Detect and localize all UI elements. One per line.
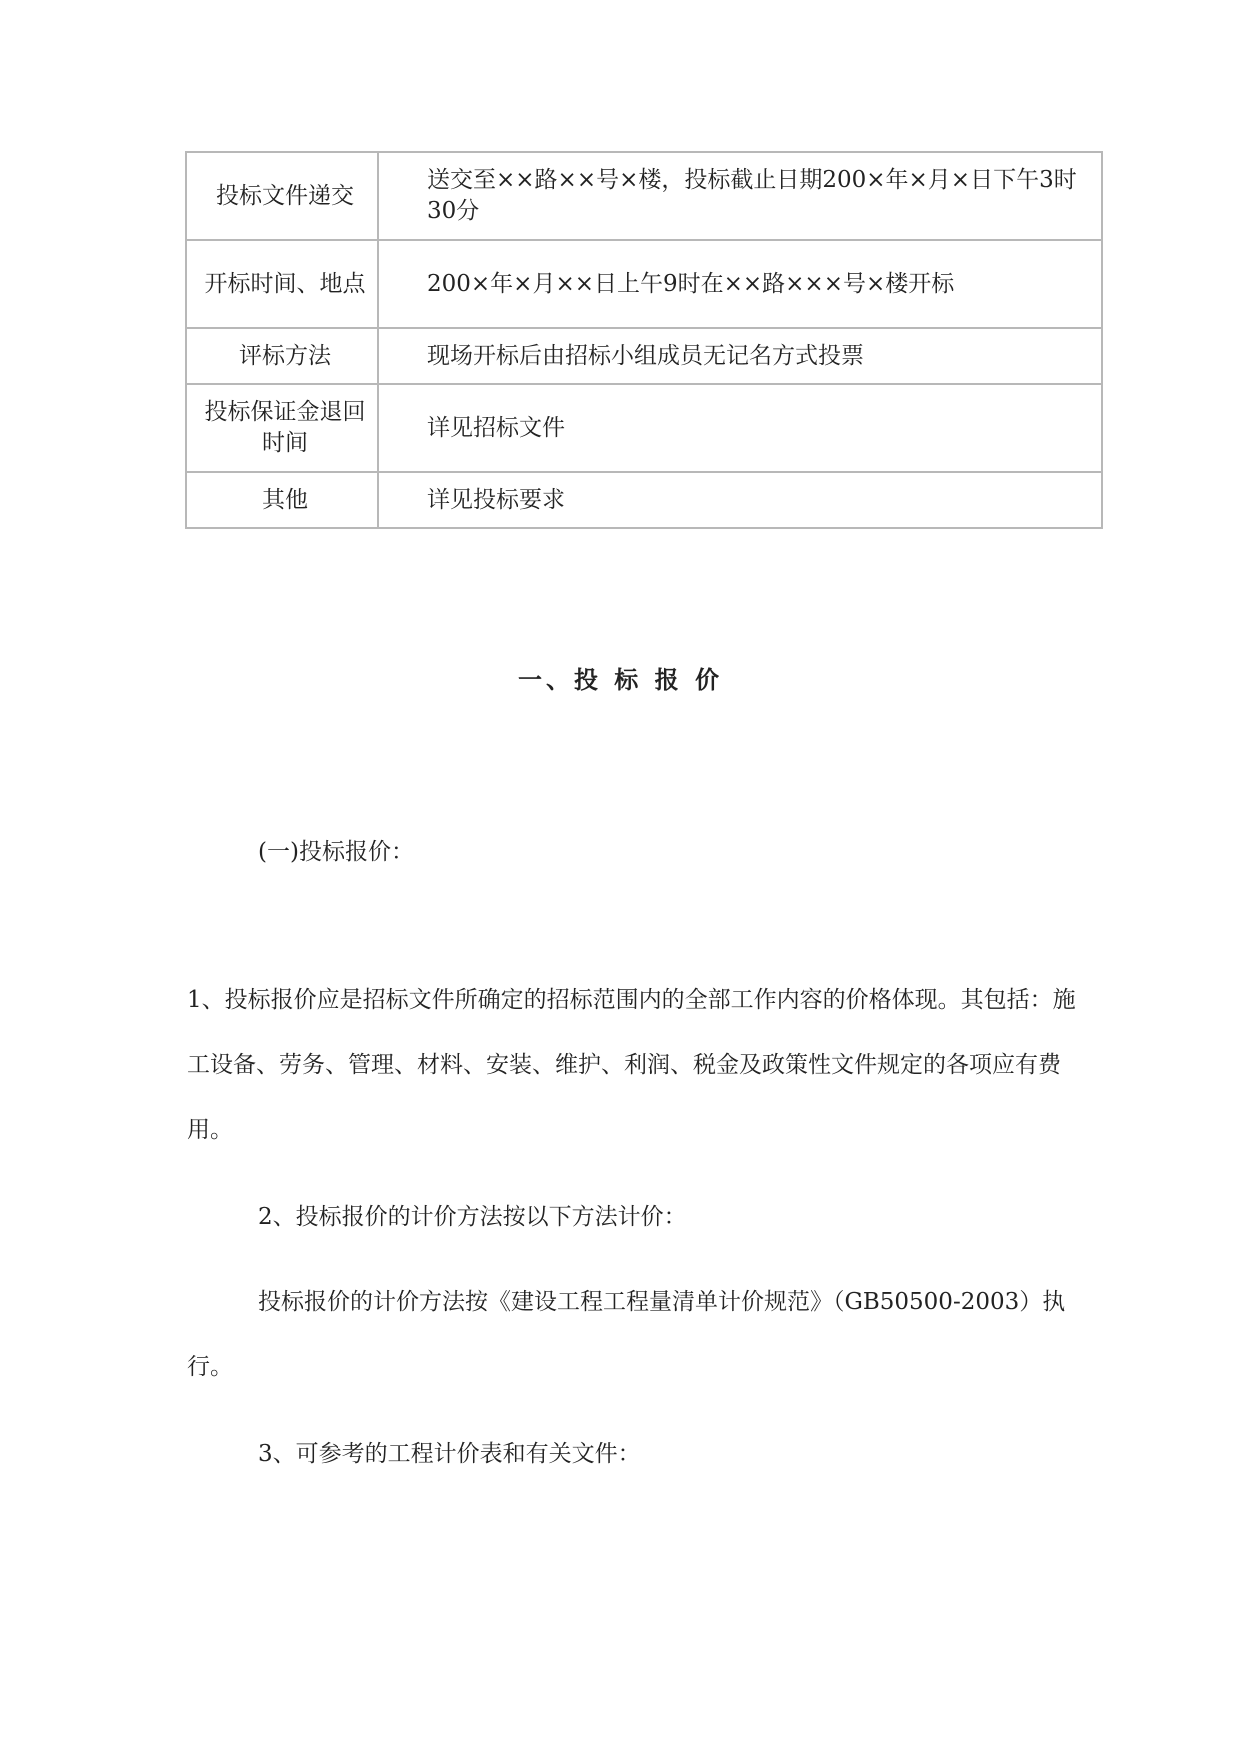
paragraph-2: 2、投标报价的计价方法按以下方法计价： — [258, 1204, 687, 1230]
row-value: 200×年×月××日上午9时在××路×××号×楼开标 — [378, 240, 1102, 328]
paragraph-1: 1、投标报价应是招标文件所确定的招标范围内的全部工作内容的价格体现。其包括：施工设备、劳务、管理、材料、安装、维护、利润、税金及政策性文件规定的各项应有费用。 — [187, 987, 1076, 1143]
row-label: 投标文件递交 — [186, 152, 378, 240]
row-value: 送交至××路××号×楼，投标截止日期200×年×月×日下午3时30分 — [378, 152, 1102, 240]
row-value: 详见招标文件 — [378, 384, 1102, 472]
table-row — [186, 240, 1102, 328]
tender-info-table — [185, 151, 1103, 529]
row-label: 开标时间、地点 — [186, 240, 378, 328]
row-value: 详见投标要求 — [378, 472, 1102, 528]
row-value: 现场开标后由招标小组成员无记名方式投票 — [378, 328, 1102, 384]
table-row — [186, 328, 1102, 384]
paragraph-3: 投标报价的计价方法按《建设工程工程量清单计价规范》（GB50500-2003）执行。 — [187, 1289, 1066, 1380]
table-row — [186, 384, 1102, 472]
table-row — [186, 472, 1102, 528]
row-label: 其他 — [186, 472, 378, 528]
subsection-title: (一)投标报价： — [258, 839, 414, 865]
row-label: 评标方法 — [186, 328, 378, 384]
table-row — [186, 152, 1102, 240]
row-label: 投标保证金退回时间 — [186, 384, 378, 472]
paragraph-4: 3、可参考的工程计价表和有关文件： — [258, 1441, 641, 1467]
section-title: 一、投 标 报 价 — [517, 666, 724, 694]
